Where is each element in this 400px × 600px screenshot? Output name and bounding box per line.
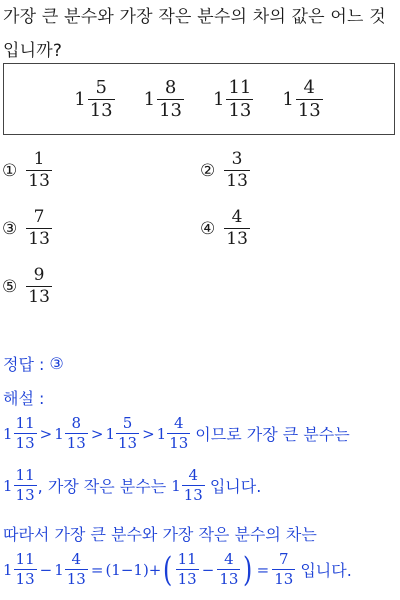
choice-1[interactable]: ① $\frac{1}{13}$ — [2, 149, 50, 191]
box-mixed-number: 1 $\frac{8}{13}$ — [143, 76, 182, 121]
fraction-box — [3, 63, 395, 135]
explanation-line-3: 따라서 가장 큰 분수와 가장 작은 분수의 차는 — [3, 525, 317, 544]
choice-4[interactable]: ④ $\frac{4}{13}$ — [200, 207, 248, 249]
box-mixed-number: 1 $\frac{5}{13}$ — [74, 76, 113, 121]
answer-label: 정답 : — [3, 355, 45, 374]
explanation-label: 해설 : — [3, 389, 45, 408]
explanation-line-1: 1 $\frac{11}{13}$ > 1 $\frac{8}{13}$ > 1 $\frac{5}{13}$ > 1 $\frac{4}{13}$ 이므로 가장 큰 분수는 — [3, 414, 350, 452]
choice-3[interactable]: ③ $\frac{7}{13}$ — [2, 207, 50, 249]
question-line-2: 입니까? — [3, 41, 63, 61]
box-mixed-number: 1 $\frac{4}{13}$ — [282, 76, 321, 121]
answer-value: ③ — [49, 354, 64, 373]
explanation-line-4: 1 $\frac{11}{13}$ − 1 $\frac{4}{13}$ = (1−1)+ ( $\frac{11}{13}$ − $\frac{4}{13}$ ) = $\frac{7}{13}$ 입니다. — [3, 549, 352, 590]
box-mixed-number: 1 $\frac{11}{13}$ — [213, 76, 252, 121]
choice-2[interactable]: ② $\frac{3}{13}$ — [200, 149, 248, 191]
question-text — [3, 0, 398, 68]
question-line-1: 가장 큰 분수와 가장 작은 분수의 차의 값은 어느 것 — [3, 7, 386, 27]
answer-line — [3, 352, 64, 375]
choice-5[interactable]: ⑤ $\frac{9}{13}$ — [2, 265, 50, 307]
explanation-line-2: 1 $\frac{11}{13}$ , 가장 작은 분수는 1 $\frac{4}{13}$ 입니다. — [3, 466, 262, 504]
